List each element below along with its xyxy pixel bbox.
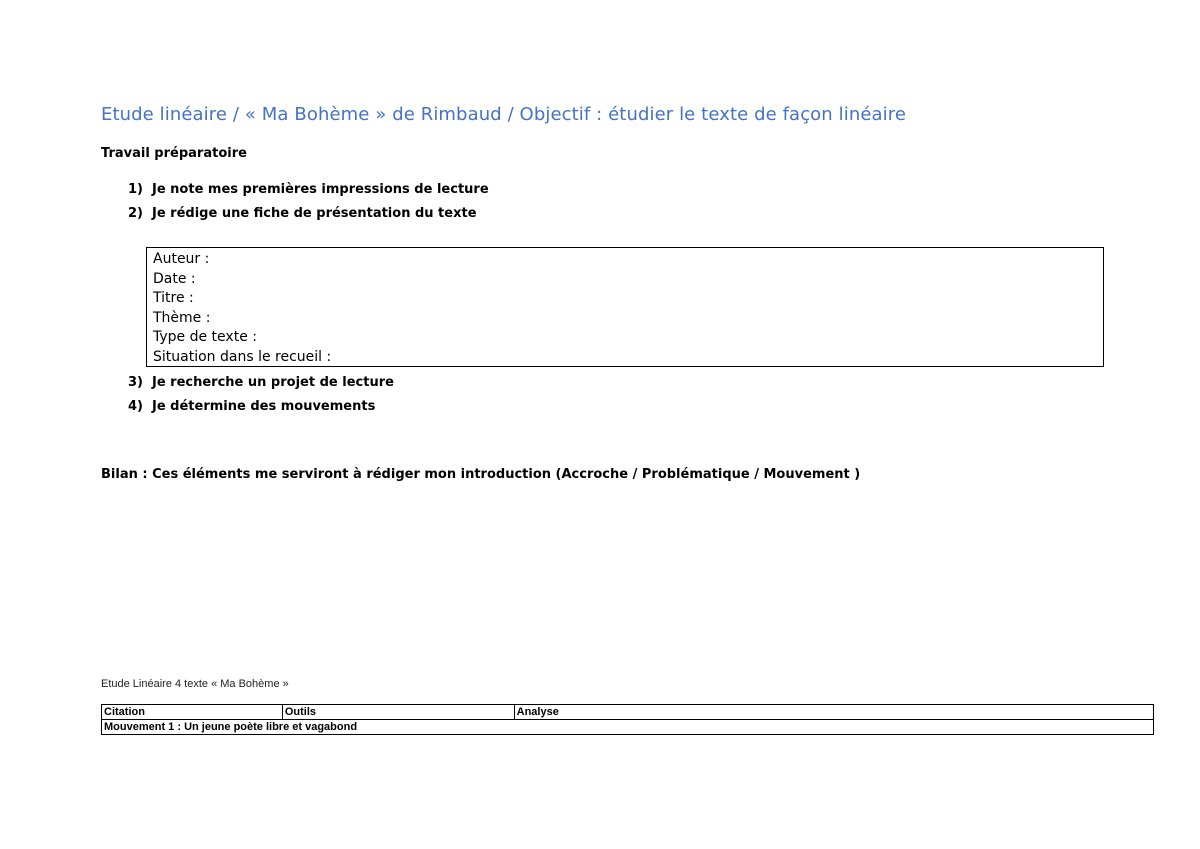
step-text: Je note mes premières impressions de lecture [152, 182, 489, 197]
step-text: Je détermine des mouvements [152, 399, 376, 414]
step-text: Je recherche un projet de lecture [152, 375, 394, 390]
analysis-table [101, 704, 1154, 735]
analysis-section-title: Etude Linéaire 4 texte « Ma Bohème » [101, 678, 289, 690]
field-situation: Situation dans le recueil : [153, 348, 332, 365]
document-title: Etude linéaire / « Ma Bohème » de Rimbaud / Objectif : étudier le texte de façon linéaire [101, 104, 907, 125]
presentation-sheet-box [146, 247, 1104, 367]
step-number: 1) [128, 182, 143, 197]
field-titre: Titre : [153, 290, 194, 307]
field-date: Date : [153, 270, 196, 287]
preparatory-heading: Travail préparatoire [101, 146, 247, 161]
step-number: 4) [128, 399, 143, 414]
step-text: Je rédige une fiche de présentation du texte [152, 206, 477, 221]
step-number: 3) [128, 375, 143, 390]
field-theme: Thème : [153, 309, 211, 326]
step-item [128, 204, 489, 228]
header-analyse: Analyse [514, 705, 1153, 720]
table-header-row [102, 705, 1154, 720]
bilan-text: Bilan : Ces éléments me serviront à rédiger mon introduction (Accroche / Problématique / Mouvement ) [101, 467, 861, 482]
table-row [102, 720, 1154, 735]
field-auteur: Auteur : [153, 251, 210, 267]
steps-list-part2 [128, 373, 394, 421]
steps-list-part1 [128, 180, 489, 228]
header-citation: Citation [102, 705, 283, 720]
step-number: 2) [128, 206, 143, 221]
step-item [128, 373, 394, 397]
field-type-texte: Type de texte : [153, 329, 257, 346]
header-outils: Outils [282, 705, 514, 720]
step-item [128, 397, 394, 421]
step-item [128, 180, 489, 204]
movement-row-label: Mouvement 1 : Un jeune poète libre et vagabond [102, 720, 1154, 735]
